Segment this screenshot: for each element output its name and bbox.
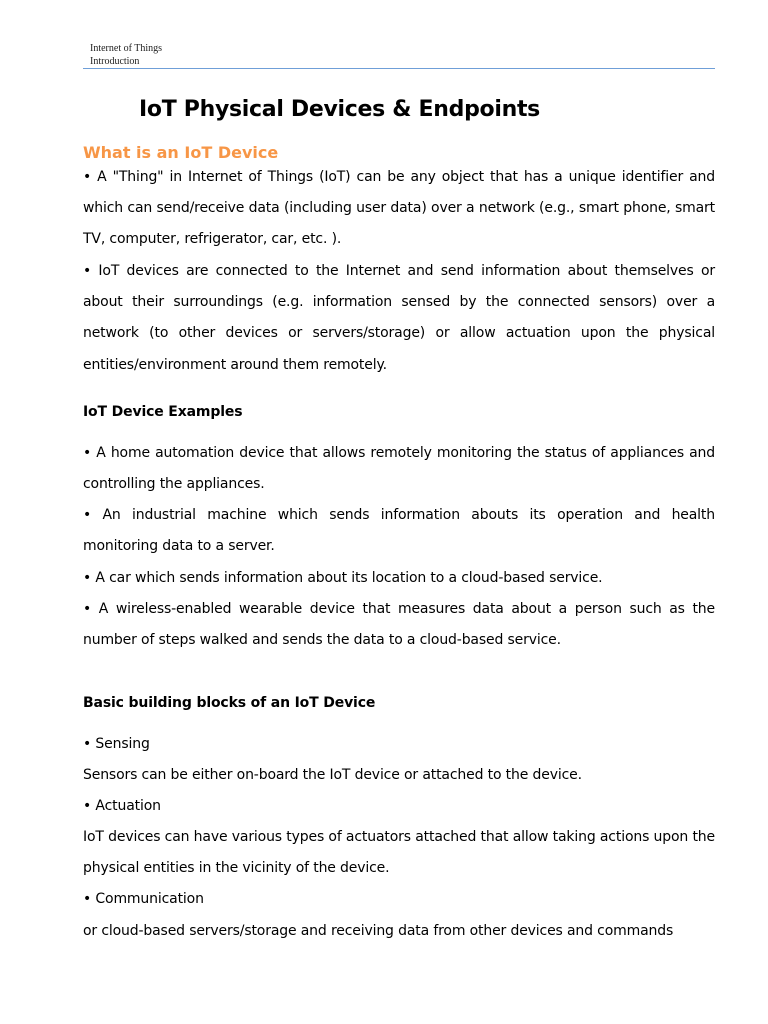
block-actuation-text: IoT devices can have various types of actuators attached that allow taking actions upon the physical entities in the vicinity of the device. — [83, 829, 715, 877]
section-heading-building-blocks: Basic building blocks of an IoT Device — [83, 695, 376, 711]
section-heading-what-is-iot-device: What is an IoT Device — [83, 143, 279, 162]
header-line-2: Introduction — [90, 55, 140, 67]
example-car: • A car which sends information about its location to a cloud-based service. — [83, 570, 603, 586]
header-rule — [83, 68, 715, 69]
block-sensing-text: Sensors can be either on-board the IoT device or attached to the device. — [83, 767, 582, 783]
paragraph-thing-definition: • A "Thing" in Internet of Things (IoT) can be any object that has a unique identifier and which can send/receive data (including user data) over a network (e.g., smart phone, smart TV, computer, refrigerator, car, etc. ). — [83, 169, 715, 248]
block-communication-text: or cloud-based servers/storage and receiving data from other devices and commands — [83, 923, 674, 939]
example-wearable: • A wireless-enabled wearable device that measures data about a person such as the number of steps walked and sends the data to a cloud-based service. — [83, 601, 715, 649]
header-line-1: Internet of Things — [90, 43, 163, 54]
paragraph-iot-connected: • IoT devices are connected to the Internet and send information about themselves or about their surroundings (e.g. information sensed by the connected sensors) over a network (to other devices or servers/storage) or allow actuation upon the physical entities/environment around them remotely. — [83, 263, 715, 373]
block-communication-label: • Communication — [83, 891, 204, 907]
running-header — [90, 43, 162, 68]
block-actuation-label: • Actuation — [83, 798, 161, 814]
example-home-automation: • A home automation device that allows remotely monitoring the status of appliances and controlling the appliances. — [83, 445, 715, 493]
page-title: IoT Physical Devices & Endpoints — [139, 97, 540, 122]
example-industrial-machine: • An industrial machine which sends information abouts its operation and health monitoring data to a server. — [83, 507, 715, 555]
block-sensing-label: • Sensing — [83, 736, 150, 752]
section-heading-device-examples: IoT Device Examples — [83, 404, 243, 420]
